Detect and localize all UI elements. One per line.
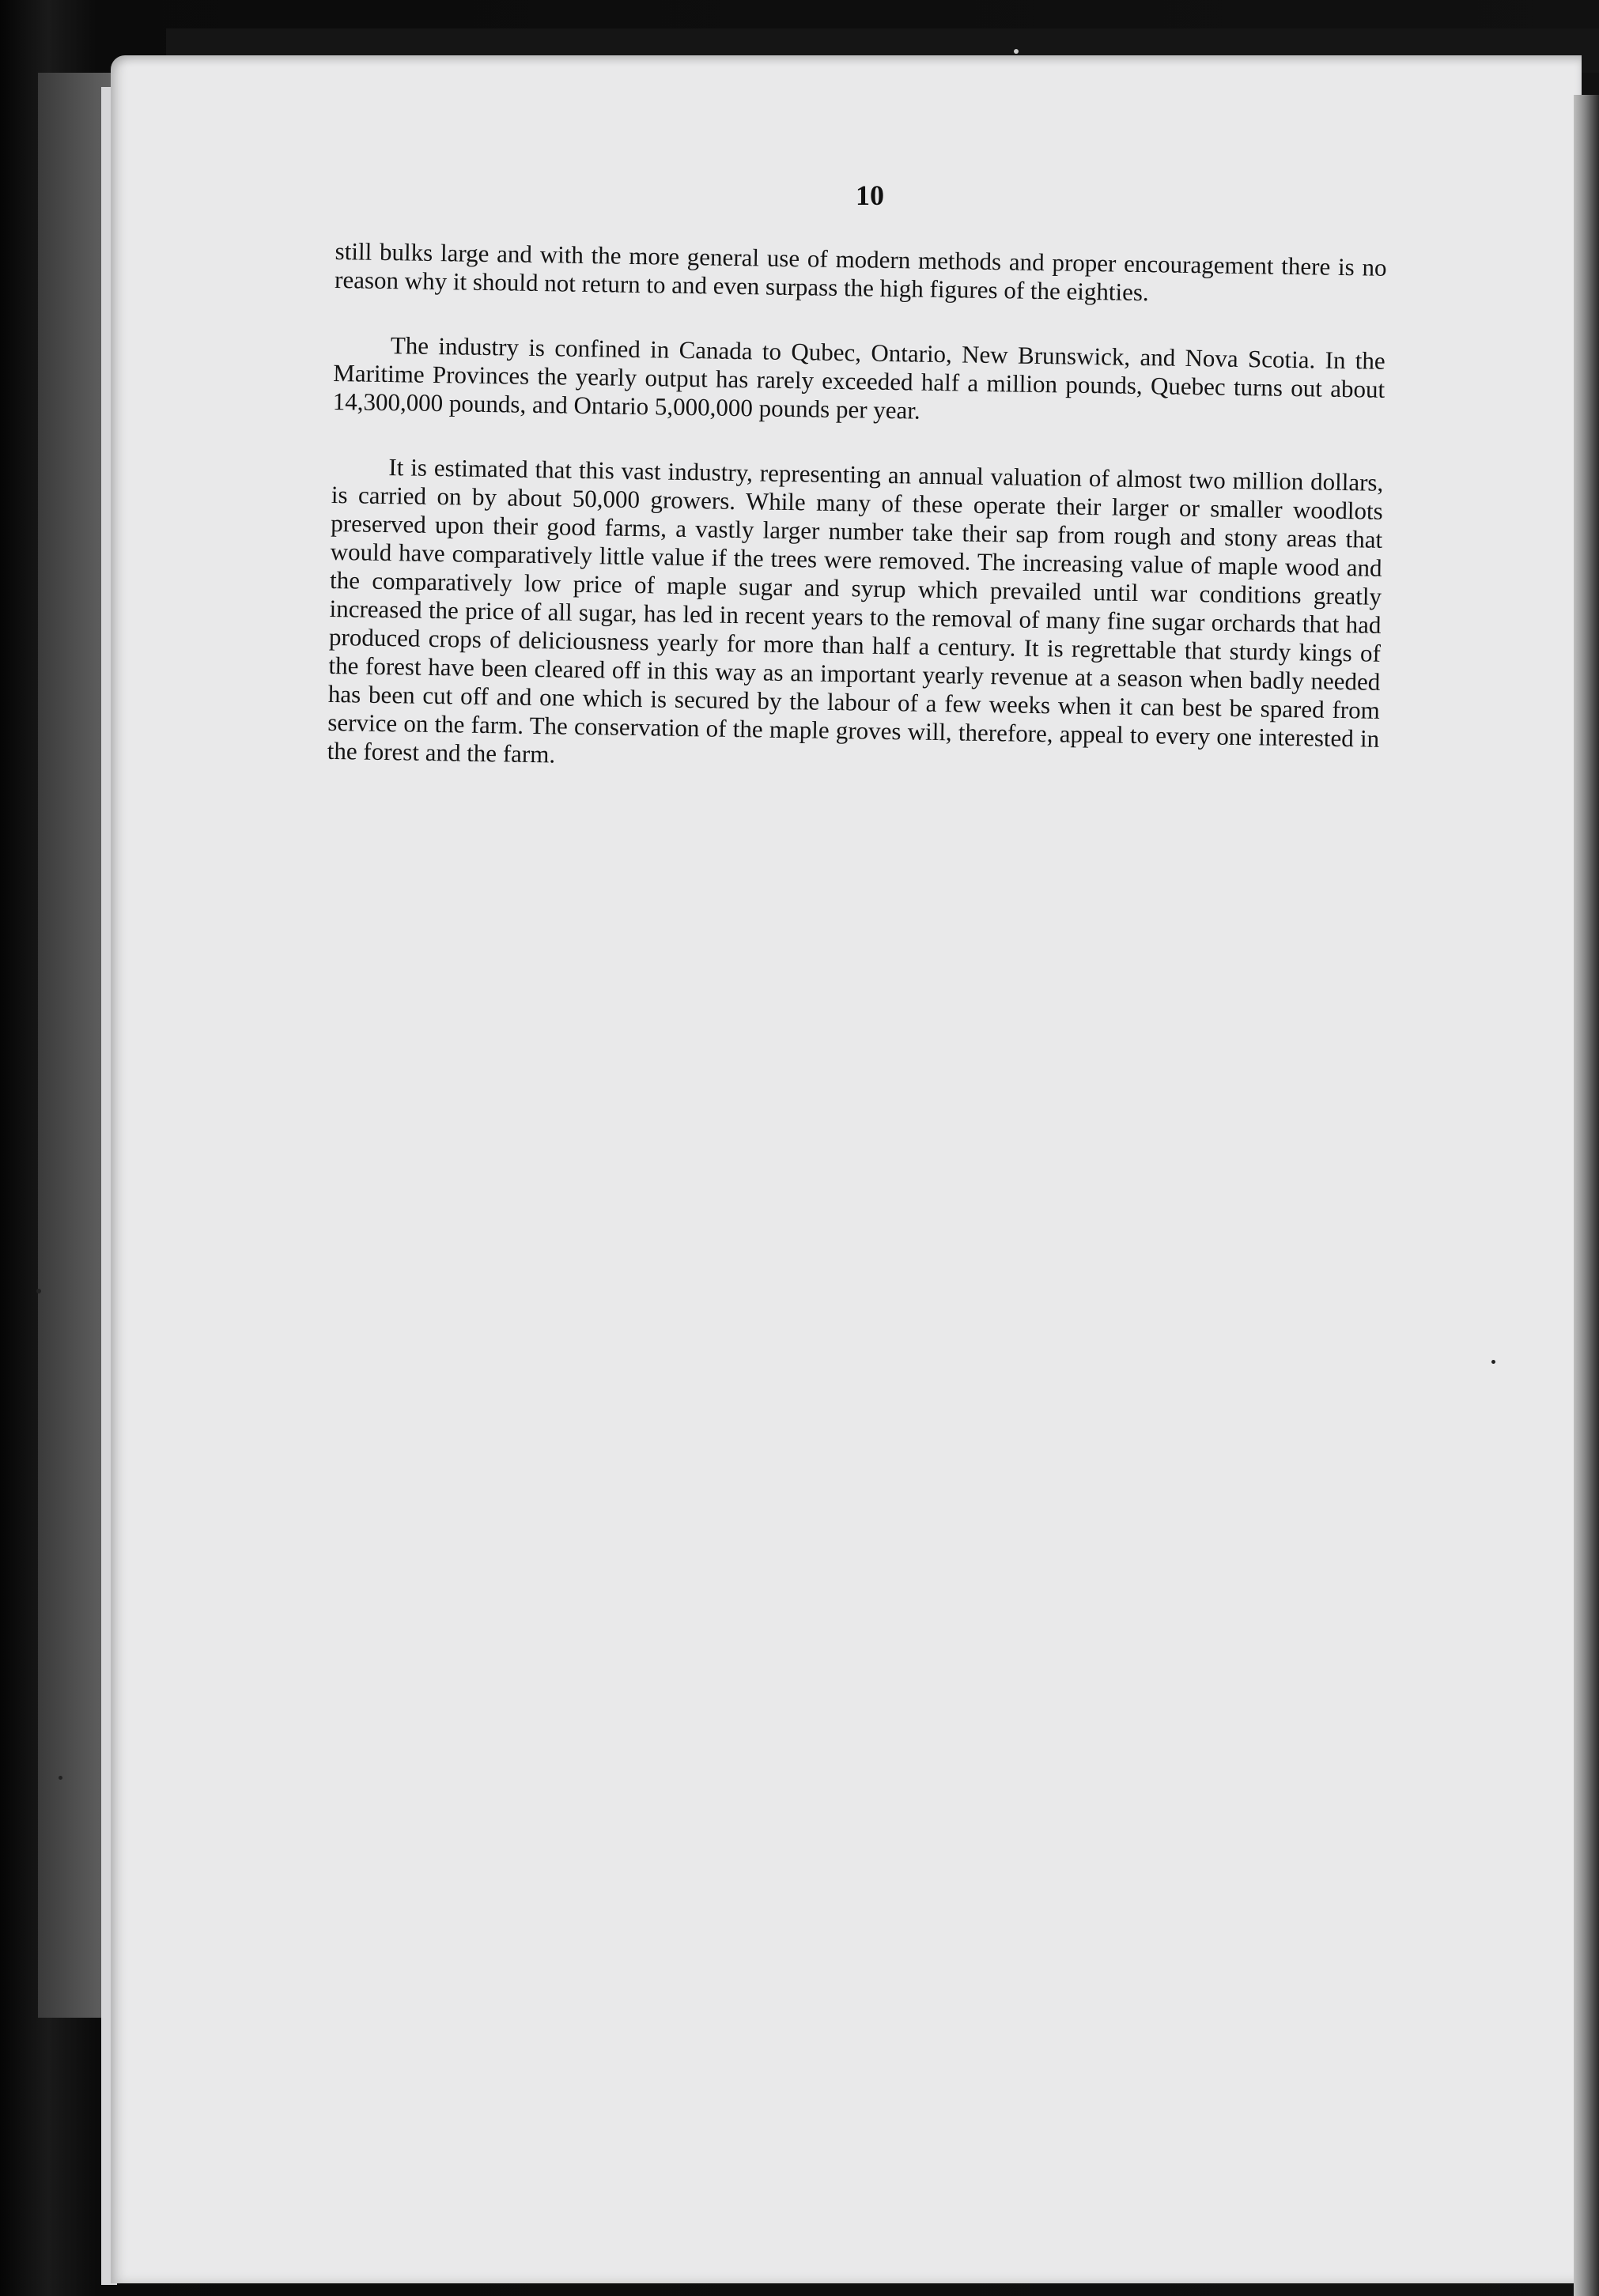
dust-speck xyxy=(1491,1360,1495,1364)
document-body xyxy=(327,237,1387,818)
dust-speck xyxy=(1014,49,1019,54)
page-number: 10 xyxy=(856,179,884,211)
paragraph-3: It is estimated that this vast industry, representing an annual valuation of almost two million dollars, is carried on by about 50,000 growers. While many of these operate their larger or smaller woodlots preserved upon their good farms, a vastly larger number take their sap from rough and stony areas that would have comparatively little value if the trees were removed. The increasing value of maple wood and the comparatively low price of maple sugar and syrup which prevailed until war conditions greatly increased the price of all sugar, has led in recent years to the removal of many fine sugar orchards that had produced crops of deliciousness yearly for more than half a century. It is regrettable that sturdy kings of the forest have been cleared off in this way as an important yearly revenue at a season when badly needed has been cut off and one which is secured by the labour of a few weeks when it can best be spared from service on the farm. The conservation of the maple groves will, therefore, appeal to every one interested in the forest and the farm. xyxy=(327,453,1384,768)
paragraph-2: The industry is confined in Canada to Qubec, Ontario, New Brunswick, and Nova Scotia. In the Maritime Provinces the yearly output has rarely exceeded half a million pounds, Quebec turns out about 14,300,000 pounds, and Ontario 5,000,000 pounds per year. xyxy=(332,331,1385,425)
paragraph-1: still bulks large and with the more general use of modern methods and proper encouragement there is no reason why it should not return to and even surpass the high figures of the eighties. xyxy=(334,237,1387,307)
dust-speck xyxy=(36,1289,41,1293)
dust-speck xyxy=(59,1776,62,1780)
page-right-edge xyxy=(1574,95,1599,2296)
